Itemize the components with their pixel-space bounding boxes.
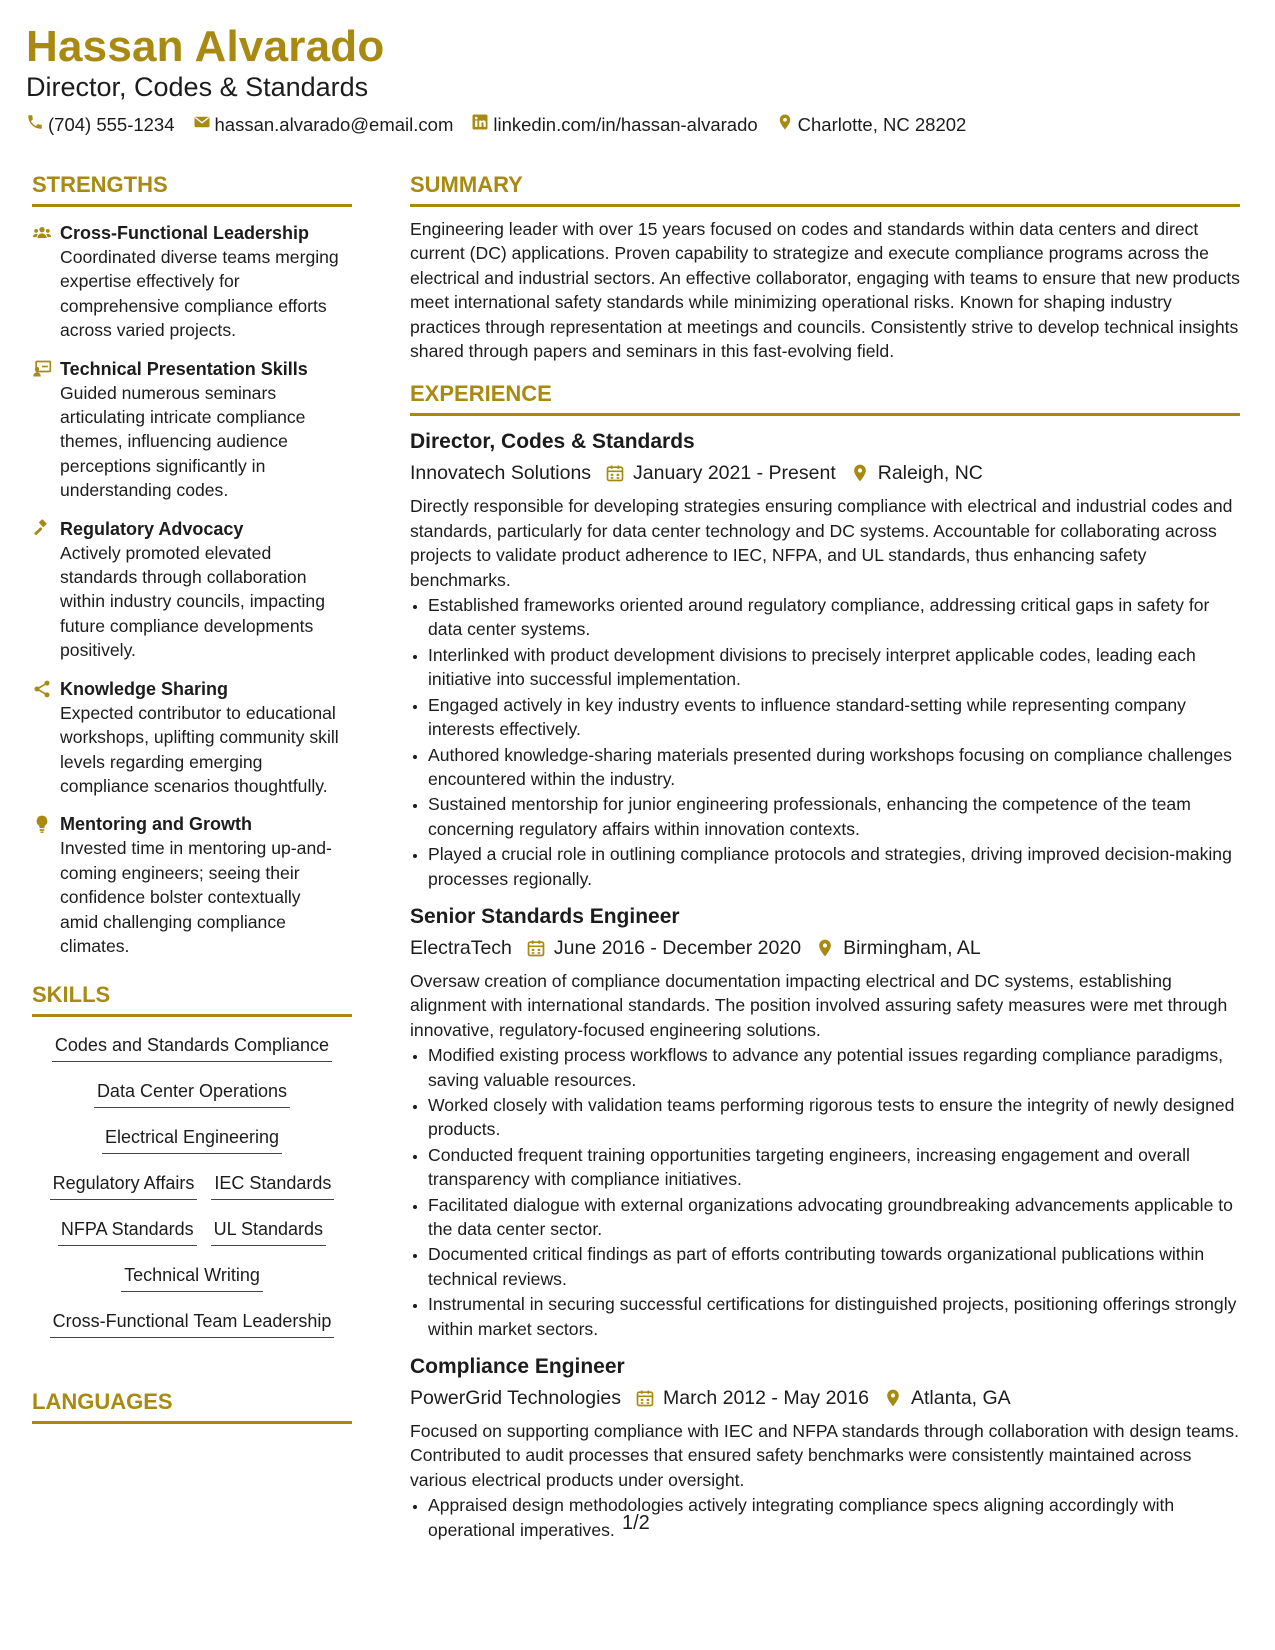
- job-company: PowerGrid Technologies: [410, 1387, 622, 1410]
- lightbulb-icon: [32, 812, 60, 958]
- job-bullet: • Interlinked with product development divisions to precisely interpret applicable codes, leading each initiative into successful implementation.: [428, 643, 1240, 692]
- contact-phone: [26, 113, 175, 136]
- right-column: [410, 172, 1240, 1542]
- job-dates: [605, 458, 836, 488]
- job-bullet: • Authored knowledge-sharing materials presented during workshops focusing on compliance challenges encountered within the industry.: [428, 743, 1240, 792]
- job-meta: [410, 933, 1240, 963]
- strength-title: Technical Presentation Skills: [60, 358, 308, 379]
- strength-title: Mentoring and Growth: [60, 814, 252, 835]
- job-location: [815, 933, 981, 963]
- gavel-icon: [32, 517, 60, 663]
- job-bullet: • Engaged actively in key industry events to influence standard-setting while representing company interests effectively.: [428, 693, 1240, 742]
- strengths-heading: STRENGTHS: [32, 172, 352, 207]
- calendar-icon: [635, 1388, 655, 1408]
- job-bullets: [410, 1043, 1240, 1341]
- job-entry: [410, 903, 1240, 1341]
- candidate-title: Director, Codes & Standards: [26, 72, 369, 102]
- job-bullet: • Appraised design methodologies actively integrating compliance specs aligning accordingly with operational imperatives.: [428, 1493, 1240, 1542]
- map-pin-icon: [850, 463, 870, 483]
- location-text: Charlotte, NC 28202: [797, 113, 967, 135]
- calendar-icon: [605, 463, 625, 483]
- job-dates-text: January 2021 - Present: [633, 462, 836, 485]
- presentation-icon: [32, 357, 60, 503]
- job-title: Senior Standards Engineer: [410, 904, 680, 928]
- job-meta: [410, 1383, 1240, 1413]
- skill-tag: IEC Standards: [211, 1171, 334, 1200]
- strength-title: Regulatory Advocacy: [60, 518, 244, 539]
- job-dates: [526, 933, 801, 963]
- job-company: Innovatech Solutions: [410, 462, 592, 485]
- job-entry: [410, 1353, 1240, 1542]
- contact-bar: [26, 113, 984, 136]
- job-description: Oversaw creation of compliance documentation impacting electrical and DC systems, establishing alignment with international standards. The position involved assuring safety measures were met through innovative, regulatory-focused engineering solutions.: [410, 970, 1228, 1040]
- strength-item: [32, 677, 352, 799]
- calendar-icon: [526, 938, 546, 958]
- job-description: Directly responsible for developing strategies ensuring compliance with electrical and industrial codes and standards, particularly for data center technology and DC systems. Accountable for collaborating across projects to validate product adherence to IEC, NFPA, and UL standards, thus enhancing safety benchmarks.: [410, 496, 1233, 590]
- job-bullets: [410, 593, 1240, 891]
- job-description: Focused on supporting compliance with IEC and NFPA standards through collaboration with design teams. Contributed to audit processes that ensured safety benchmarks were consistently maintained across various electrical products under oversight.: [410, 1421, 1239, 1490]
- languages-heading: LANGUAGES: [32, 1389, 352, 1424]
- strength-title: Cross-Functional Leadership: [60, 223, 310, 243]
- left-column: [32, 172, 352, 1424]
- contact-linkedin[interactable]: [471, 113, 757, 136]
- skill-tag: Electrical Engineering: [102, 1125, 282, 1154]
- job-bullet: • Worked closely with validation teams performing rigorous tests to ensure the integrity of newly designed products.: [428, 1093, 1240, 1142]
- job-dates-text: June 2016 - December 2020: [553, 936, 802, 959]
- strength-item: [32, 812, 352, 958]
- skill-tag: Technical Writing: [121, 1263, 263, 1292]
- job-location-text: Atlanta, GA: [910, 1387, 1011, 1410]
- summary-text: Engineering leader with over 15 years focused on codes and standards within data centers and direct current (DC) applications. Proven capability to strategize and execute compliance programs across the electrical and industrial sectors. An effective collaborator, engaging with teams to ensure that new products meet international safety standards while minimizing operational risks. Known for shaping industry practices through representation at meetings and councils. Consistently strive to develop technical insights shared through papers and seminars in this fast-evolving field.: [410, 219, 1240, 362]
- phone-icon: [26, 113, 48, 136]
- skill-tag: Codes and Standards Compliance: [52, 1033, 332, 1062]
- job-bullet: • Modified existing process workflows to advance any potential issues regarding compliance paradigms, saving valuable resources.: [428, 1043, 1240, 1092]
- job-bullet: • Conducted frequent training opportunities targeting engineers, increasing engagement and overall transparency with compliance initiatives.: [428, 1143, 1240, 1192]
- skill-tag: Regulatory Affairs: [50, 1171, 198, 1200]
- strength-desc: Guided numerous seminars articulating intricate compliance themes, influencing audience perceptions significantly in understanding codes.: [60, 382, 306, 501]
- job-bullet: • Documented critical findings as part of efforts contributing towards organizational publications within technical reviews.: [428, 1242, 1240, 1291]
- job-bullet: • Instrumental in securing successful certifications for distinguished projects, positioning offerings strongly within market sectors.: [428, 1292, 1240, 1341]
- job-dates-text: March 2012 - May 2016: [663, 1387, 869, 1410]
- strength-item: [32, 357, 352, 503]
- skill-tag: UL Standards: [211, 1217, 326, 1246]
- job-title: Director, Codes & Standards: [410, 430, 695, 454]
- candidate-name: Hassan Alvarado: [26, 22, 385, 71]
- job-location-text: Raleigh, NC: [877, 462, 983, 485]
- job-location: [883, 1383, 1011, 1413]
- linkedin-icon: [471, 113, 493, 136]
- summary-heading: SUMMARY: [410, 172, 1240, 207]
- strength-item: [32, 517, 352, 663]
- users-icon: [32, 221, 60, 343]
- job-bullets: [410, 1493, 1240, 1542]
- job-bullet: • Facilitated dialogue with external organizations advocating groundbreaking advancements applicable to the data center sector.: [428, 1193, 1240, 1242]
- skills-list: [32, 1027, 352, 1349]
- job-meta: [410, 458, 1240, 488]
- strength-desc: Actively promoted elevated standards through collaboration within industry councils, impacting future compliance developments positively.: [60, 542, 325, 661]
- job-bullet: • Played a crucial role in outlining compliance protocols and strategies, driving improved decision-making processes regionally.: [428, 842, 1240, 891]
- job-location-text: Birmingham, AL: [843, 936, 981, 959]
- job-location: [850, 458, 983, 488]
- phone-text: (704) 555-1234: [48, 113, 175, 135]
- strength-item: [32, 221, 352, 343]
- strength-title: Knowledge Sharing: [60, 678, 229, 699]
- contact-location: [776, 113, 967, 136]
- skill-tag: Cross-Functional Team Leadership: [50, 1309, 335, 1338]
- map-pin-icon: [776, 113, 798, 136]
- skill-tag: NFPA Standards: [58, 1217, 197, 1246]
- linkedin-text: linkedin.com/in/hassan-alvarado: [493, 113, 758, 135]
- job-bullet: • Established frameworks oriented around regulatory compliance, addressing critical gaps in safety for data center systems.: [428, 593, 1240, 642]
- experience-heading: EXPERIENCE: [410, 381, 1240, 416]
- page-number: 1/2: [622, 1512, 650, 1534]
- job-bullet: • Sustained mentorship for junior engineering professionals, enhancing the competence of the team concerning regulatory affairs within innovation contexts.: [428, 792, 1240, 841]
- envelope-icon: [193, 113, 215, 136]
- job-entry: [410, 428, 1240, 891]
- job-company: ElectraTech: [410, 936, 512, 959]
- strength-desc: Invested time in mentoring up-and-coming engineers; seeing their confidence bolster contextually amid challenging compliance climates.: [60, 838, 332, 956]
- contact-email[interactable]: [193, 113, 454, 136]
- strength-desc: Expected contributor to educational workshops, uplifting community skill levels regarding emerging compliance scenarios thoughtfully.: [60, 702, 339, 796]
- share-icon: [32, 677, 60, 799]
- email-text: hassan.alvarado@email.com: [214, 113, 454, 135]
- job-dates: [635, 1383, 869, 1413]
- map-pin-icon: [883, 1388, 903, 1408]
- skills-heading: SKILLS: [32, 982, 352, 1017]
- map-pin-icon: [815, 938, 835, 958]
- job-title: Compliance Engineer: [410, 1355, 625, 1379]
- skill-tag: Data Center Operations: [94, 1079, 290, 1108]
- strength-desc: Coordinated diverse teams merging expertise effectively for comprehensive compliance efforts across varied projects.: [60, 247, 339, 341]
